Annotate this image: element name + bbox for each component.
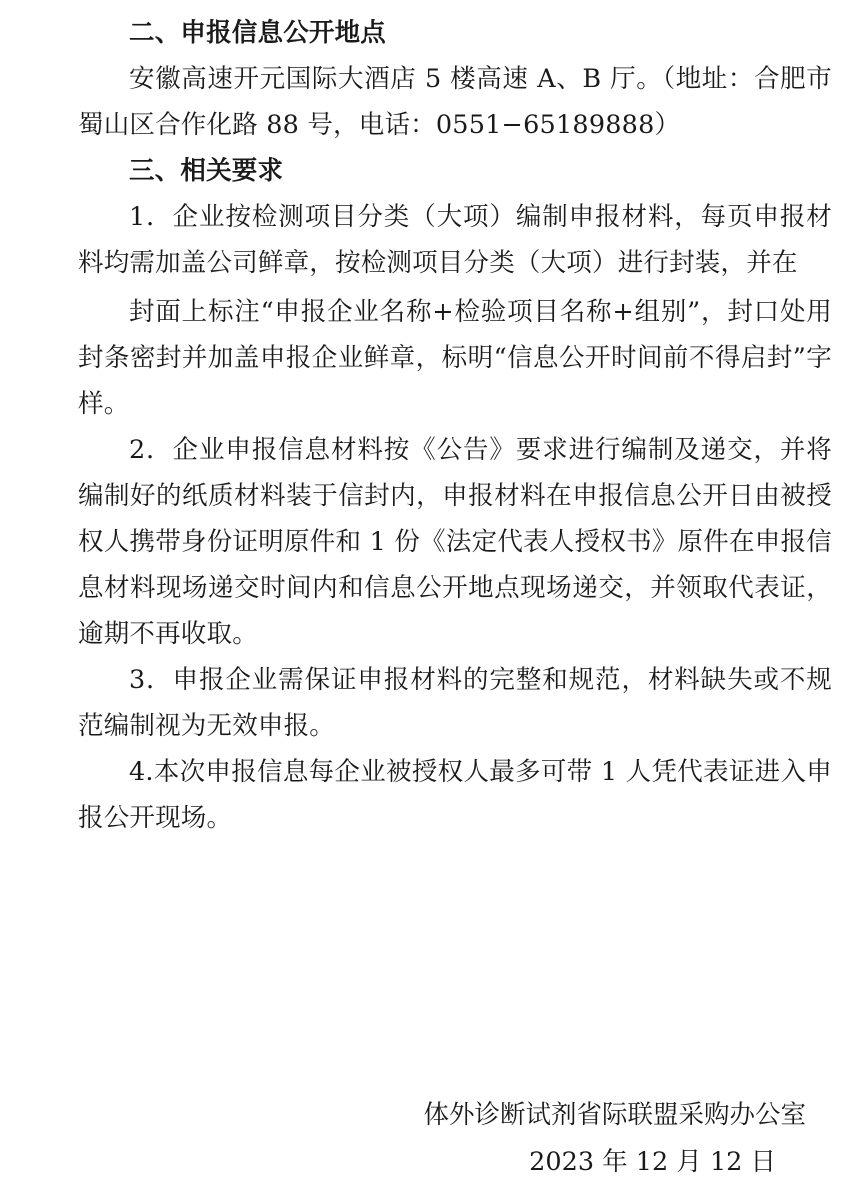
section-heading-two: 二、申报信息公开地点 <box>129 18 387 48</box>
requirement-paragraph-3: 3．申报企业需保证申报材料的完整和规范，材料缺失或不规范编制视为无效申报。 <box>78 665 832 741</box>
section-heading-three: 三、相关要求 <box>129 156 284 186</box>
document-body <box>78 10 832 841</box>
signature-date: 2023 年 12 月 12 日 <box>529 1147 776 1177</box>
venue-paragraph: 安徽高速开元国际大酒店 5 楼高速 A、B 厅。（地址：合肥市蜀山区合作化路 88 号，电话：0551−65189888） <box>78 64 832 140</box>
requirement-paragraph-1a: 1．企业按检测项目分类（大项）编制申报材料，每页申报材料均需加盖公司鲜章，按检测项目分类（大项）进行封装，并在 <box>78 202 832 278</box>
requirement-paragraph-1b: 封面上标注“申报企业名称+检验项目名称+组别”，封口处用封条密封并加盖申报企业鲜章，标明“信息公开时间前不得启封”字样。 <box>78 297 832 419</box>
requirement-paragraph-2: 2．企业申报信息材料按《公告》要求进行编制及递交，并将编制好的纸质材料装于信封内，申报材料在申报信息公开日由被授权人携带身份证明原件和 1 份《法定代表人授权书》原件在申报信息材料现场递交时间内和信息公开地点现场递交，并领取代表证，逾期不再收取。 <box>78 435 832 649</box>
signature-block <box>78 1092 832 1186</box>
requirement-paragraph-4: 4.本次申报信息每企业被授权人最多可带 1 人凭代表证进入申报公开现场。 <box>78 757 832 833</box>
signature-organization: 体外诊断试剂省际联盟采购办公室 <box>423 1100 806 1130</box>
